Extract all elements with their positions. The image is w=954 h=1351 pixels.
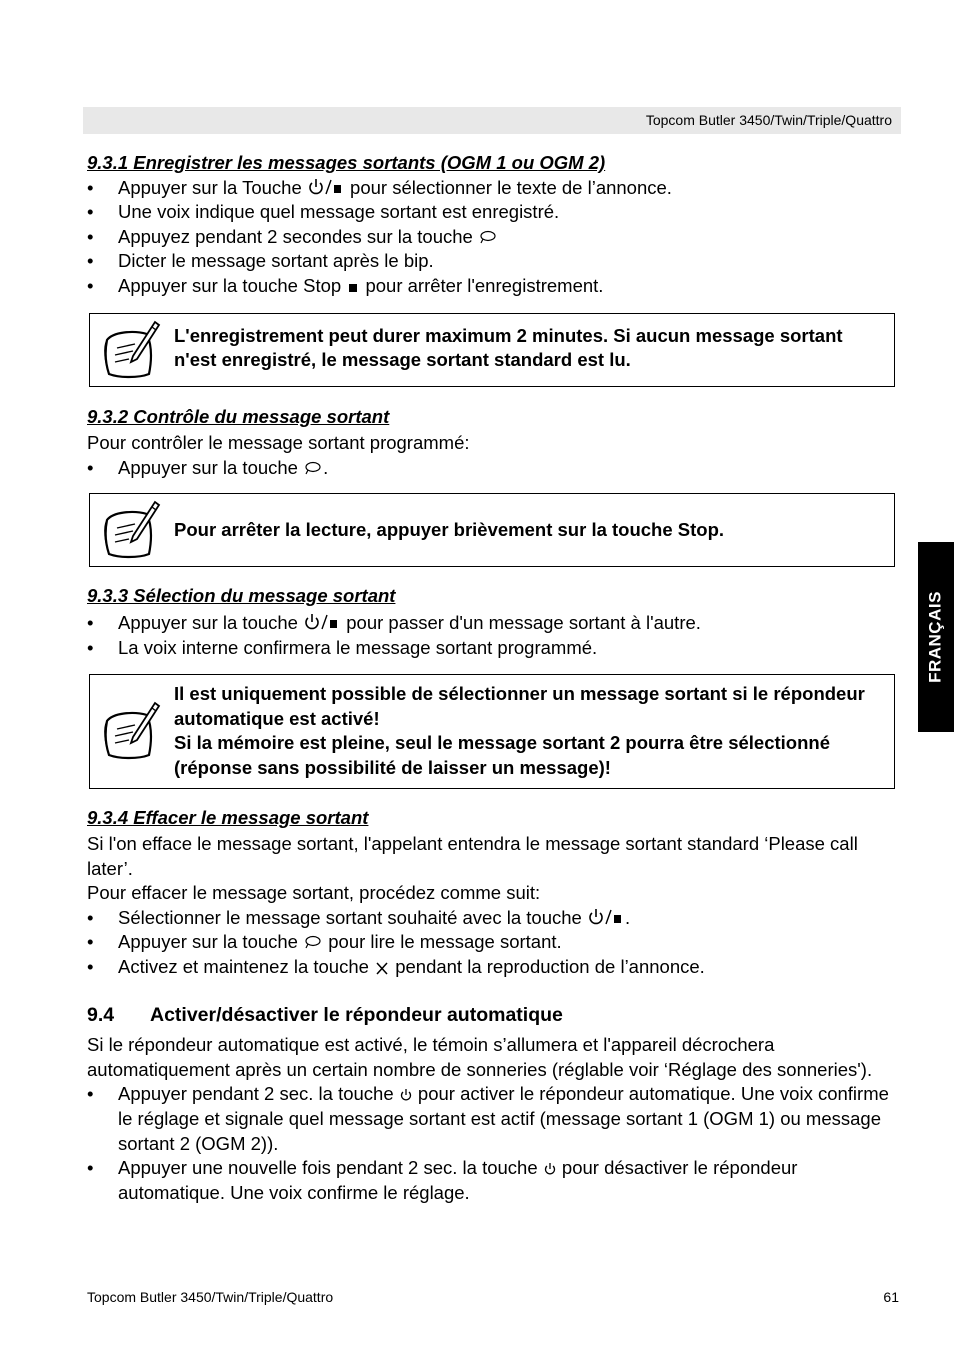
section-9-4-heading	[87, 1003, 899, 1028]
list-item: • La voix interne confirmera le message sortant programmé.	[87, 636, 899, 661]
section-9-3-2-intro: Pour contrôler le message sortant programmé:	[87, 432, 470, 454]
play-icon	[303, 460, 323, 476]
note-box	[89, 493, 895, 567]
list-item	[87, 930, 899, 955]
note-text: Il est uniquement possible de sélectionner un message sortant si le répondeur automatique est activé!	[174, 683, 865, 729]
section-title: Activer/désactiver le répondeur automatique	[150, 1003, 563, 1026]
list-item-text: Appuyer sur la touche	[118, 931, 298, 953]
list-item-text: pour arrêter l'enregistrement.	[365, 274, 604, 296]
section-9-3-4-list	[87, 906, 899, 980]
list-item	[87, 225, 899, 250]
list-item	[87, 456, 899, 481]
play-icon	[478, 229, 498, 245]
note-text: L'enregistrement peut durer maximum 2 minutes. Si aucun message sortant n'est enregistré, le message sortant standard est lu.	[174, 324, 843, 371]
language-tab	[918, 542, 954, 732]
list-item-text: Appuyer sur la Touche	[118, 176, 302, 198]
footer-title: Topcom Butler 3450/Twin/Triple/Quattro	[87, 1289, 334, 1305]
header-title: Topcom Butler 3450/Twin/Triple/Quattro	[645, 112, 892, 128]
list-item-text: Appuyer une nouvelle fois pendant 2 sec. la touche	[118, 1157, 538, 1179]
list-item-text: Appuyez pendant 2 secondes sur la touche	[118, 225, 473, 247]
section-9-3-4-title: 9.3.4 Effacer le message sortant	[87, 806, 369, 828]
list-item-text: Appuyer sur la touche	[118, 611, 298, 633]
delete-icon	[374, 959, 390, 975]
list-item-text: Appuyer pendant 2 sec. la touche	[118, 1083, 394, 1105]
list-item: • Une voix indique quel message sortant est enregistré.	[87, 200, 899, 225]
list-item-text: pour sélectionner le texte de l’annonce.	[350, 176, 672, 198]
page-number: 61	[883, 1289, 899, 1305]
list-item	[87, 176, 899, 201]
list-item	[87, 1082, 899, 1156]
power-icon	[543, 1160, 557, 1176]
header-band	[83, 107, 901, 134]
note-box	[89, 313, 895, 387]
note-text: Si la mémoire est pleine, seul le message sortant 2 pourra être sélectionné (réponse sans possibilité de laisser un message)!	[174, 732, 830, 778]
list-item-text: Activez et maintenez la touche	[118, 956, 369, 978]
stop-icon	[346, 278, 360, 294]
section-9-3-1-list	[87, 176, 899, 299]
section-number: 9.4	[87, 1003, 115, 1026]
list-item-text: .	[323, 456, 329, 478]
list-item	[87, 611, 899, 636]
list-item-text: Appuyer sur la touche Stop	[118, 274, 342, 296]
note-box	[89, 674, 895, 788]
section-9-3-4-paragraph: Pour effacer le message sortant, procédez comme suit:	[87, 882, 541, 904]
power-stop-icon	[307, 178, 345, 196]
list-item	[87, 955, 899, 980]
list-item-text: pour activer le répondeur automatique. Une voix confirme le réglage et signale quel message sortant est actif (message sortant 1 (OGM 1) ou message sortant 2 (OGM 2)).	[118, 1083, 889, 1154]
section-9-3-2-title: 9.3.2 Contrôle du message sortant	[87, 405, 390, 427]
list-item-text: pour lire le message sortant.	[328, 931, 562, 953]
list-item-text: pour passer d'un message sortant à l'autre.	[346, 611, 701, 633]
list-item-text: pendant la reproduction de l’annonce.	[395, 956, 705, 978]
play-icon	[303, 934, 323, 950]
section-9-3-3-list	[87, 611, 899, 660]
list-item	[87, 906, 899, 931]
list-item-text: pour désactiver le répondeur automatique. Une voix confirme le réglage.	[118, 1157, 798, 1203]
power-stop-icon	[303, 613, 341, 631]
note-pencil-icon	[99, 498, 161, 562]
section-9-3-4-paragraph: Si l'on efface le message sortant, l'appelant entendra le message sortant standard ‘Please call later’.	[87, 833, 858, 879]
section-9-4-paragraph: Si le répondeur automatique est activé, le témoin s’allumera et l'appareil décrochera automatiquement après un certain nombre de sonneries (réglable voir ‘Réglage des sonneries').	[87, 1034, 873, 1080]
power-icon	[399, 1086, 413, 1102]
list-item	[87, 1156, 899, 1205]
list-item-text: .	[624, 906, 631, 928]
list-item-text: Appuyer sur la touche	[118, 456, 298, 478]
power-stop-icon	[587, 908, 625, 926]
section-9-3-1-title: 9.3.1 Enregistrer les messages sortants (OGM 1 ou OGM 2)	[87, 152, 606, 173]
list-item: • Dicter le message sortant après le bip.	[87, 249, 899, 274]
note-text: Pour arrêter la lecture, appuyer brièvement sur la touche Stop.	[174, 519, 725, 541]
section-9-3-3-title: 9.3.3 Sélection du message sortant	[87, 585, 396, 607]
note-pencil-icon	[99, 699, 161, 763]
page-content	[87, 151, 899, 1205]
section-9-4-list	[87, 1082, 899, 1205]
list-item-text: Sélectionner le message sortant souhaité avec la touche	[118, 906, 582, 928]
list-item	[87, 274, 899, 299]
section-9-3-2-list	[87, 456, 899, 481]
note-pencil-icon	[99, 318, 161, 382]
language-tab-label: FRANÇAIS	[925, 591, 945, 683]
